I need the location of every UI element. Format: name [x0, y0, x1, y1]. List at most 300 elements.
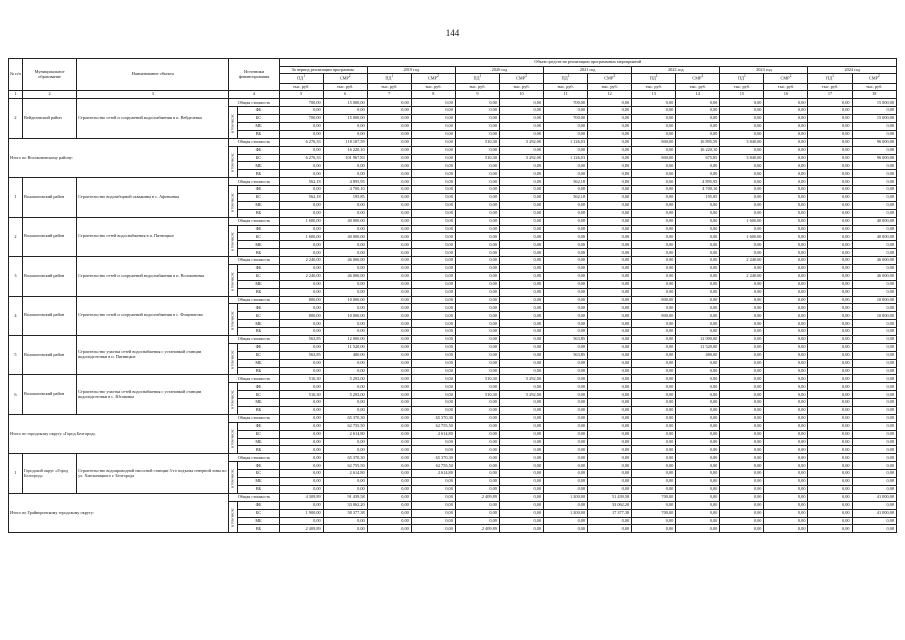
value-cell: 0,00 [764, 462, 808, 470]
value-cell: 0,00 [764, 343, 808, 351]
value-cell: 0,00 [720, 375, 764, 383]
value-cell: 0,00 [852, 225, 896, 233]
value-cell: 0,00 [455, 257, 499, 265]
value-cell: 0,00 [455, 115, 499, 123]
value-cell: 0,00 [852, 249, 896, 257]
value-cell: 2 409,89 [279, 525, 323, 533]
value-cell: 0,00 [808, 454, 852, 462]
value-cell: 62 755,50 [323, 462, 367, 470]
source-label: Общая стоимость [229, 414, 279, 422]
value-cell: 0,00 [455, 438, 499, 446]
value-cell: 0,00 [455, 249, 499, 257]
source-label: Общая стоимость [229, 296, 279, 304]
value-cell: 0,00 [720, 351, 764, 359]
value-cell: 0,00 [764, 280, 808, 288]
value-cell: 0,00 [808, 493, 852, 501]
value-cell: 0,00 [499, 280, 543, 288]
header-unit: тыс. руб. [764, 83, 808, 91]
value-cell: 0,00 [808, 509, 852, 517]
value-cell: 0,00 [764, 296, 808, 304]
value-cell: 0,00 [720, 470, 764, 478]
value-cell: 510,30 [455, 391, 499, 399]
value-cell: 0,00 [411, 209, 455, 217]
value-cell: 0,00 [632, 470, 676, 478]
value-cell: 5 292,00 [499, 138, 543, 146]
value-cell: 0,00 [852, 501, 896, 509]
header-pd: $ПД^1$ [279, 74, 323, 83]
value-cell: 0,00 [367, 501, 411, 509]
value-cell: 0,00 [411, 193, 455, 201]
value-cell: 0,00 [544, 320, 588, 328]
value-cell: 0,00 [808, 367, 852, 375]
value-cell: 6 276,33 [279, 154, 323, 162]
value-cell: 0,00 [676, 288, 720, 296]
value-cell: 0,00 [588, 154, 632, 162]
value-cell: 0,00 [632, 201, 676, 209]
value-cell: 0,00 [499, 201, 543, 209]
value-cell: 0,00 [499, 414, 543, 422]
value-cell: 0,00 [499, 525, 543, 533]
value-cell: 0,00 [411, 146, 455, 154]
value-cell: 0,00 [852, 343, 896, 351]
value-cell: 0,00 [808, 470, 852, 478]
value-cell: 563,85 [279, 351, 323, 359]
value-cell: 0,00 [852, 359, 896, 367]
value-cell: 0,00 [676, 201, 720, 209]
value-cell: 0,00 [720, 407, 764, 415]
value-cell: 0,00 [852, 107, 896, 115]
value-cell: 0,00 [279, 478, 323, 486]
source-label: БС [238, 193, 279, 201]
value-cell: 0,00 [323, 328, 367, 336]
row-number: 4 [9, 296, 23, 335]
value-cell: 0,00 [499, 193, 543, 201]
object-name: Строительство участка сетей водоснабжения с установкой станции водоподготовки в с. Ютановка [77, 375, 229, 414]
value-cell: 0,00 [499, 320, 543, 328]
value-cell: 0,00 [852, 407, 896, 415]
value-cell: 0,00 [676, 320, 720, 328]
value-cell: 0,00 [455, 233, 499, 241]
value-cell: 0,00 [676, 501, 720, 509]
value-cell: 0,00 [676, 399, 720, 407]
source-label: Общая стоимость [229, 99, 279, 107]
value-cell: 0,00 [808, 320, 852, 328]
value-cell: 4 700,10 [323, 186, 367, 194]
source-label: ФБ [238, 383, 279, 391]
value-cell: 0,00 [808, 375, 852, 383]
value-cell: 0,00 [279, 225, 323, 233]
value-cell: 0,00 [852, 399, 896, 407]
value-cell: 0,00 [632, 233, 676, 241]
header-municipality: Муниципальное образование [23, 59, 77, 91]
value-cell: 0,00 [852, 241, 896, 249]
value-cell: 0,00 [411, 162, 455, 170]
value-cell: 0,00 [720, 485, 764, 493]
column-number: 18 [852, 91, 896, 99]
value-cell: 0,00 [544, 107, 588, 115]
value-cell: 0,00 [455, 383, 499, 391]
value-cell: 0,00 [632, 265, 676, 273]
value-cell: 0,00 [588, 122, 632, 130]
value-cell: 0,00 [764, 383, 808, 391]
value-cell: 0,00 [764, 217, 808, 225]
value-cell: 40 000,00 [323, 217, 367, 225]
value-cell: 0,00 [499, 470, 543, 478]
value-cell: 700,00 [279, 99, 323, 107]
value-cell: 0,00 [632, 407, 676, 415]
column-number: 17 [808, 91, 852, 99]
value-cell: 0,00 [676, 485, 720, 493]
value-cell: 0,00 [588, 257, 632, 265]
value-cell: 0,00 [632, 391, 676, 399]
in-that-number-label: в том числе: [229, 383, 238, 415]
value-cell: 0,00 [852, 288, 896, 296]
object-name: Строительство сетей водоснабжения в п. Пятницкое [77, 217, 229, 256]
footnote-mark: 1 [743, 74, 746, 79]
value-cell: 0,00 [676, 478, 720, 486]
source-label: ФБ [238, 186, 279, 194]
value-cell: 0,00 [720, 304, 764, 312]
value-cell: 0,00 [455, 265, 499, 273]
value-cell: 0,00 [676, 115, 720, 123]
value-cell: 0,00 [764, 430, 808, 438]
value-cell: 0,00 [499, 249, 543, 257]
value-cell: 0,00 [279, 186, 323, 194]
value-cell: 0,00 [499, 485, 543, 493]
value-cell: 0,00 [455, 462, 499, 470]
value-cell: 0,00 [632, 320, 676, 328]
value-cell: 0,00 [544, 233, 588, 241]
value-cell: 0,00 [588, 517, 632, 525]
value-cell: 0,00 [544, 414, 588, 422]
value-cell: 0,00 [764, 186, 808, 194]
object-name: Строительство сетей и сооружений водоснабжения в п. Вейделевка [77, 99, 229, 138]
value-cell: 0,00 [499, 115, 543, 123]
header-unit: тыс. руб. [676, 83, 720, 91]
value-cell: 0,00 [720, 99, 764, 107]
value-cell: 0,00 [499, 501, 543, 509]
value-cell: 1 126,03 [544, 154, 588, 162]
value-cell: 0,00 [367, 233, 411, 241]
value-cell: 0,00 [852, 193, 896, 201]
value-cell: 0,00 [455, 288, 499, 296]
value-cell: 563,85 [544, 351, 588, 359]
value-cell: 0,00 [367, 99, 411, 107]
value-cell: 0,00 [455, 351, 499, 359]
value-cell: 0,00 [544, 446, 588, 454]
value-cell: 0,00 [323, 407, 367, 415]
value-cell: 0,00 [852, 201, 896, 209]
value-cell: 0,00 [632, 359, 676, 367]
value-cell: 0,00 [852, 430, 896, 438]
value-cell: 0,00 [367, 525, 411, 533]
value-cell: 0,00 [808, 257, 852, 265]
value-cell: 5 292,00 [323, 375, 367, 383]
value-cell: 0,00 [455, 359, 499, 367]
value-cell: 563,85 [544, 336, 588, 344]
value-cell: 0,00 [676, 249, 720, 257]
header-unit: тыс. руб. [852, 83, 896, 91]
source-label: Общая стоимость [229, 138, 279, 146]
value-cell: 0,00 [720, 391, 764, 399]
value-cell: 0,00 [367, 478, 411, 486]
value-cell: 0,00 [544, 130, 588, 138]
value-cell: 0,00 [632, 422, 676, 430]
value-cell: 0,00 [676, 470, 720, 478]
value-cell: 0,00 [499, 130, 543, 138]
value-cell: 0,00 [720, 509, 764, 517]
footnote-mark: 1 [832, 74, 834, 79]
value-cell: 0,00 [588, 193, 632, 201]
value-cell: 0,00 [279, 485, 323, 493]
value-cell: 0,00 [411, 249, 455, 257]
column-number: 5 [279, 91, 323, 99]
value-cell: 0,00 [455, 454, 499, 462]
value-cell: 0,00 [632, 343, 676, 351]
value-cell: 0,00 [676, 217, 720, 225]
table-row [9, 178, 897, 186]
value-cell: 0,00 [323, 288, 367, 296]
value-cell: 0,00 [588, 351, 632, 359]
value-cell: 3 840,00 [720, 154, 764, 162]
header-unit: тыс. руб. [720, 83, 764, 91]
municipality: Волоконовский район [23, 257, 77, 296]
value-cell: 0,00 [588, 462, 632, 470]
value-cell: 0,00 [411, 154, 455, 162]
value-cell: 0,00 [499, 107, 543, 115]
value-cell: 0,00 [676, 407, 720, 415]
value-cell: 0,00 [808, 107, 852, 115]
value-cell: 0,00 [323, 383, 367, 391]
value-cell: 0,00 [323, 209, 367, 217]
value-cell: 0,00 [808, 249, 852, 257]
value-cell: 0,00 [808, 485, 852, 493]
value-cell: 0,00 [544, 241, 588, 249]
value-cell: 1 600,00 [720, 233, 764, 241]
value-cell: 0,00 [588, 304, 632, 312]
value-cell: 0,00 [367, 517, 411, 525]
value-cell: 0,00 [411, 170, 455, 178]
value-cell: 0,00 [544, 217, 588, 225]
value-cell: 0,00 [279, 446, 323, 454]
value-cell: 0,00 [455, 304, 499, 312]
value-cell: 0,00 [544, 375, 588, 383]
value-cell: 46 000,00 [323, 272, 367, 280]
value-cell: 0,00 [411, 257, 455, 265]
value-cell: 0,00 [411, 99, 455, 107]
total-label: Итого по Грайворонскому городскому округу: [9, 493, 229, 532]
value-cell: 0,00 [367, 217, 411, 225]
header-year: 2019 год [367, 66, 455, 74]
header-unit: тыс. руб. [588, 83, 632, 91]
value-cell: 0,00 [720, 288, 764, 296]
footnote-mark: 2 [789, 74, 792, 79]
value-cell: 0,00 [367, 272, 411, 280]
value-cell: 0,00 [676, 312, 720, 320]
value-cell: 0,00 [499, 209, 543, 217]
value-cell: 0,00 [455, 178, 499, 186]
value-cell: 0,00 [411, 359, 455, 367]
header-unit: тыс. руб. [808, 83, 852, 91]
value-cell: 33 062,20 [588, 501, 632, 509]
value-cell: 0,00 [455, 320, 499, 328]
value-cell: 0,00 [411, 217, 455, 225]
source-label: МБ [238, 320, 279, 328]
value-cell: 800,00 [632, 296, 676, 304]
value-cell: 0,00 [852, 336, 896, 344]
value-cell: 0,00 [764, 367, 808, 375]
value-cell: 0,00 [764, 107, 808, 115]
value-cell: 0,00 [588, 186, 632, 194]
row-number: 3 [9, 257, 23, 296]
value-cell: 0,00 [720, 343, 764, 351]
value-cell: 0,00 [279, 122, 323, 130]
value-cell: 0,00 [323, 265, 367, 273]
value-cell: 0,00 [720, 501, 764, 509]
value-cell: 0,00 [544, 517, 588, 525]
value-cell: 0,00 [367, 138, 411, 146]
column-number: 1 [9, 91, 23, 99]
value-cell: 16 220,10 [323, 146, 367, 154]
value-cell: 0,00 [367, 351, 411, 359]
value-cell: 0,00 [764, 130, 808, 138]
value-cell: 2 409,89 [455, 493, 499, 501]
value-cell: 0,00 [411, 320, 455, 328]
header-unit: тыс. руб. [279, 83, 323, 91]
value-cell: 0,00 [544, 525, 588, 533]
value-cell: 0,00 [852, 162, 896, 170]
value-cell: 0,00 [279, 470, 323, 478]
value-cell: 5 292,00 [323, 391, 367, 399]
value-cell: 0,00 [676, 462, 720, 470]
value-cell: 0,00 [808, 422, 852, 430]
value-cell: 0,00 [279, 249, 323, 257]
value-cell: 0,00 [588, 107, 632, 115]
value-cell: 800,00 [279, 312, 323, 320]
value-cell: 0,00 [499, 328, 543, 336]
value-cell: 4 895,95 [676, 178, 720, 186]
value-cell: 0,00 [852, 525, 896, 533]
value-cell: 0,00 [632, 115, 676, 123]
value-cell: 0,00 [367, 193, 411, 201]
value-cell: 0,00 [676, 525, 720, 533]
value-cell: 0,00 [764, 312, 808, 320]
value-cell: 0,00 [455, 186, 499, 194]
in-that-number-label: в том числе: [229, 304, 238, 336]
value-cell: 563,85 [279, 336, 323, 344]
value-cell: 0,00 [411, 138, 455, 146]
value-cell: 0,00 [499, 509, 543, 517]
value-cell: 0,00 [323, 130, 367, 138]
value-cell: 0,00 [323, 478, 367, 486]
value-cell: 0,00 [676, 225, 720, 233]
value-cell: 0,00 [764, 422, 808, 430]
value-cell: 17 377,38 [588, 509, 632, 517]
value-cell: 0,00 [455, 509, 499, 517]
page-number: 144 [445, 28, 460, 38]
value-cell: 0,00 [367, 280, 411, 288]
value-cell: 0,00 [720, 193, 764, 201]
value-cell: 0,00 [808, 304, 852, 312]
value-cell: 15 000,00 [852, 99, 896, 107]
value-cell: 0,00 [588, 115, 632, 123]
value-cell: 0,00 [499, 454, 543, 462]
value-cell: 0,00 [764, 265, 808, 273]
value-cell: 0,00 [720, 296, 764, 304]
value-cell: 0,00 [588, 233, 632, 241]
value-cell: 0,00 [808, 351, 852, 359]
value-cell: 0,00 [720, 462, 764, 470]
funding-table [8, 58, 897, 533]
value-cell: 0,00 [764, 257, 808, 265]
value-cell: 0,00 [279, 280, 323, 288]
value-cell: 0,00 [720, 493, 764, 501]
value-cell: 0,00 [632, 501, 676, 509]
value-cell: 0,00 [764, 414, 808, 422]
value-cell: 0,00 [367, 328, 411, 336]
total-row [9, 414, 897, 422]
value-cell: 15 000,00 [323, 99, 367, 107]
value-cell: 0,00 [499, 170, 543, 178]
value-cell: 0,00 [808, 186, 852, 194]
total-label: Итого по городскому округу «Город Белгород» [9, 414, 229, 453]
value-cell: 1 600,00 [279, 217, 323, 225]
value-cell: 0,00 [499, 407, 543, 415]
municipality: Волоконовский район [23, 217, 77, 256]
value-cell: 0,00 [367, 146, 411, 154]
value-cell: 0,00 [632, 130, 676, 138]
value-cell: 0,00 [632, 438, 676, 446]
value-cell: 0,00 [544, 312, 588, 320]
value-cell: 0,00 [544, 359, 588, 367]
header-source: Источники финансирования [229, 59, 279, 91]
value-cell: 0,00 [720, 320, 764, 328]
value-cell: 0,00 [764, 375, 808, 383]
value-cell: 0,00 [852, 446, 896, 454]
value-cell: 0,00 [764, 336, 808, 344]
municipality: Вейделевский район [23, 99, 77, 138]
value-cell: 0,00 [411, 407, 455, 415]
value-cell: 0,00 [676, 493, 720, 501]
value-cell: 0,00 [852, 454, 896, 462]
value-cell: 0,00 [499, 367, 543, 375]
value-cell: 0,00 [455, 501, 499, 509]
value-cell: 0,00 [544, 272, 588, 280]
value-cell: 0,00 [411, 383, 455, 391]
value-cell: 562,18 [279, 193, 323, 201]
value-cell: 0,00 [676, 414, 720, 422]
value-cell: 0,00 [852, 122, 896, 130]
value-cell: 2 409,89 [455, 525, 499, 533]
value-cell: 0,00 [455, 162, 499, 170]
value-cell: 0,00 [720, 399, 764, 407]
value-cell: 0,00 [632, 517, 676, 525]
value-cell: 0,00 [323, 201, 367, 209]
value-cell: 0,00 [323, 122, 367, 130]
header-unit: тыс. руб. [544, 83, 588, 91]
source-label: ВБ [238, 407, 279, 415]
value-cell: 0,00 [544, 265, 588, 273]
value-cell: 0,00 [588, 336, 632, 344]
value-cell: 0,00 [808, 438, 852, 446]
value-cell: 0,00 [411, 265, 455, 273]
value-cell: 0,00 [411, 225, 455, 233]
value-cell: 33 062,20 [323, 501, 367, 509]
footnote-mark: 2 [525, 74, 527, 79]
value-cell: 0,00 [852, 517, 896, 525]
value-cell: 1 600,00 [720, 217, 764, 225]
header-pd: $ПД^1$ [455, 74, 499, 83]
